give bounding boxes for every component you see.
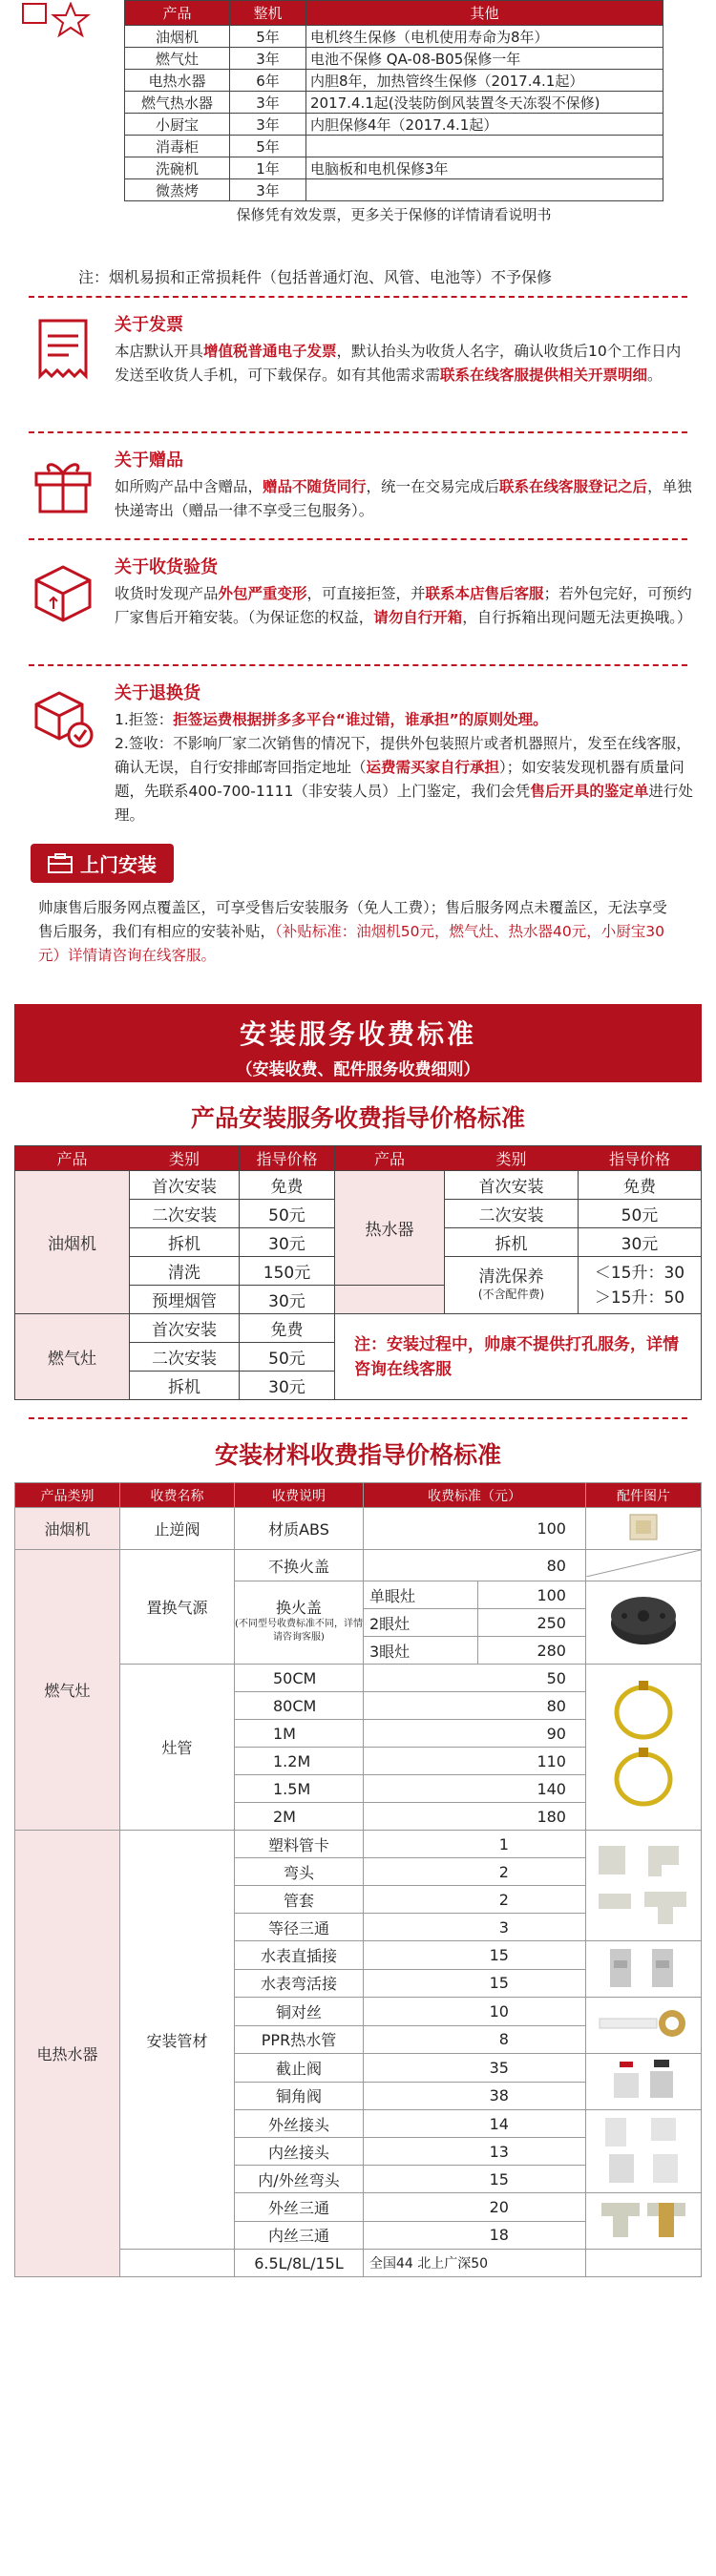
table-cell: 拆机 — [130, 1228, 240, 1257]
text: 联系本店售后客服 — [425, 585, 544, 602]
table-cell: 18 — [364, 2221, 586, 2250]
returns-title: 关于退换货 — [115, 683, 200, 703]
warranty-footnote: 注：烟机易损和正常损耗件（包括普通灯泡、风管、电池等）不予保修 — [78, 268, 553, 286]
table-cell: 30元 — [240, 1228, 335, 1257]
table-cell: 油烟机 — [15, 1508, 120, 1550]
table-cell: 3年 — [230, 92, 306, 114]
table-cell: 等径三通 — [235, 1914, 364, 1941]
text: 本店默认开具 — [115, 343, 204, 360]
text: 帅康售后服务网点覆盖区，可享受售后安装服务（免人工费）；售后服务网点未覆盖区，无法享受售后服务，我们有相应的安装补贴， — [38, 899, 667, 940]
col-header: 配件图片 — [585, 1483, 701, 1508]
table-cell — [585, 1831, 701, 1941]
price-note: 注：安装过程中，帅康不提供打孔服务，详情咨询在线客服 — [335, 1314, 702, 1400]
table-cell: 140 — [364, 1775, 586, 1803]
text: ）；如安装发现机器有质量问题，先联系400-700-1111（非安装人员）上门鉴定，我们会凭 — [115, 759, 684, 800]
table-cell: 14 — [364, 2110, 586, 2138]
install-text — [0, 883, 716, 977]
table-row — [15, 1831, 702, 1858]
table-cell: 电池不保修 QA-08-B05保修一年 — [306, 48, 663, 70]
table-row — [125, 26, 663, 48]
col-header: 收费名称 — [120, 1483, 235, 1508]
table-cell: 外丝接头 — [235, 2110, 364, 2138]
table-cell: 1年 — [230, 157, 306, 179]
table-cell: 单眼灶 — [364, 1581, 478, 1609]
table-cell: 水表弯活接 — [235, 1969, 364, 1998]
material-price-table — [14, 1482, 702, 2277]
table-cell: 外丝三通 — [235, 2193, 364, 2222]
gift-text — [115, 475, 695, 523]
table-row — [125, 48, 663, 70]
install-badge — [31, 844, 174, 883]
table-cell: 内胆8年，加热管终生保修（2017.4.1起） — [306, 70, 663, 92]
table-cell: 110 — [364, 1748, 586, 1775]
table-cell: 免费 — [240, 1314, 335, 1343]
table-cell: 安装管材 — [120, 1831, 235, 2250]
table-cell — [585, 2250, 701, 2277]
table-cell: 弯头 — [235, 1858, 364, 1886]
table-cell: 13 — [364, 2138, 586, 2166]
invoice-section — [0, 298, 716, 431]
warranty-section — [0, 0, 716, 286]
product-heater: 热水器 — [335, 1171, 445, 1286]
table-cell: 消毒柜 — [125, 136, 230, 157]
table-cell: 35 — [364, 2054, 586, 2083]
table-cell: 20 — [364, 2193, 586, 2222]
table-row — [125, 136, 663, 157]
text: （补贴标准：油烟机50元，燃气灶、热水器40元，小厨宝30元）详情请咨询在线客服。 — [38, 923, 664, 964]
text: 请勿自行开箱 — [373, 609, 463, 626]
text: 如所购产品中含赠品， — [115, 478, 263, 495]
text: 2.签收：不影响厂家二次销售的情况下，提供外包装照片或者机器照片，发至在线客服，确认无误，自行安排邮寄回指定地址（ — [115, 735, 691, 776]
table-cell: 50元 — [240, 1200, 335, 1228]
table-cell: 30元 — [240, 1286, 335, 1314]
water-meter-joint-image — [600, 1941, 686, 1993]
warranty-icon — [21, 2, 97, 40]
table-cell: 1.5M — [235, 1775, 364, 1803]
text: ，默认抬头为收货人名字，确认收货后10个工作日内发送至收货人手机，可下载保存。如有其他需求需 — [115, 343, 682, 384]
text: 赠品不随货同行 — [263, 478, 367, 495]
table-row — [125, 1, 663, 26]
table-cell: 灶管 — [120, 1665, 235, 1831]
text: 外包严重变形 — [218, 585, 307, 602]
package-icon — [31, 559, 95, 624]
invoice-title: 关于发票 — [115, 315, 183, 335]
table-cell — [585, 2110, 701, 2193]
table-cell: 2 — [364, 1886, 586, 1914]
table-row — [15, 1508, 702, 1550]
text: 。 — [647, 367, 663, 384]
text: ，可直接拒签，并 — [306, 585, 426, 602]
table-row — [125, 201, 663, 228]
text: 增值税普通电子发票 — [203, 343, 337, 360]
table-cell — [585, 1508, 701, 1550]
table-cell: 50CM — [235, 1665, 364, 1692]
return-box-icon — [31, 685, 95, 750]
table-cell: 3 — [364, 1914, 586, 1941]
text: 换火盖 — [275, 1598, 322, 1617]
table-cell — [585, 1550, 701, 1581]
table-cell: 截止阀 — [235, 2054, 364, 2083]
table-cell: 15 — [364, 1941, 586, 1970]
table-cell — [585, 2054, 701, 2110]
table-cell: 180 — [364, 1803, 586, 1831]
table-cell — [235, 1581, 364, 1665]
text: ，单独快递寄出（赠品一律不享受三包服务）。 — [115, 478, 692, 519]
table-cell: 首次安装 — [130, 1314, 240, 1343]
col-header: 产品 — [335, 1146, 445, 1171]
table-row — [15, 1171, 702, 1200]
threaded-joint-image — [596, 2110, 691, 2189]
table-cell: 2017.4.1起(没装防倒风装置冬天冻裂不保修) — [306, 92, 663, 114]
table-cell: 全国44 北上广深50 — [364, 2250, 586, 2277]
col-header: 类别 — [445, 1146, 579, 1171]
table-cell: 内胆保修4年（2017.4.1起） — [306, 114, 663, 136]
install-icon — [48, 853, 73, 874]
text: ；若外包完好，可预约厂家售后开箱安装。（为保证您的权益， — [115, 585, 692, 626]
table-cell: 2眼灶 — [364, 1609, 478, 1637]
col-header: 指导价格 — [240, 1146, 335, 1171]
table-cell — [306, 179, 663, 201]
invoice-text — [115, 340, 695, 387]
col-header: 其他 — [306, 1, 663, 26]
table-cell: 二次安装 — [130, 1200, 240, 1228]
col-header: 指导价格 — [579, 1146, 702, 1171]
install-price-table — [14, 1145, 702, 1400]
table-cell: 内/外丝弯头 — [235, 2166, 364, 2193]
table-cell — [585, 1665, 701, 1831]
gas-hose-image — [600, 1669, 686, 1822]
returns-text — [115, 708, 695, 827]
table-cell: 首次安装 — [130, 1171, 240, 1200]
table-cell: 燃气灶 — [125, 48, 230, 70]
table-cell: 100 — [477, 1581, 585, 1609]
table-cell: 电热水器 — [15, 1831, 120, 2277]
table-cell: 50元 — [579, 1200, 702, 1228]
table-cell: 内丝三通 — [235, 2221, 364, 2250]
text: (不同型号收费标准不同，详情请咨询客服) — [235, 1618, 363, 1643]
table-cell: 2 — [364, 1858, 586, 1886]
table-cell: 3眼灶 — [364, 1637, 478, 1665]
pipe-fittings-image — [591, 1836, 696, 1932]
table-cell — [585, 1998, 701, 2054]
text: ＜15升：30 — [594, 1263, 685, 1283]
table-row — [15, 1550, 702, 1581]
table-cell — [585, 1941, 701, 1998]
table-cell: 6年 — [230, 70, 306, 92]
warranty-table — [124, 0, 663, 228]
table-cell: 管套 — [235, 1886, 364, 1914]
table-row — [15, 1314, 702, 1343]
table-cell: 280 — [477, 1637, 585, 1665]
table-cell: 2M — [235, 1803, 364, 1831]
text: ，自行拆箱出现问题无法更换哦。） — [462, 609, 692, 626]
receipt-text — [115, 582, 695, 630]
valve-image — [600, 2054, 686, 2105]
table-cell: 电脑板和电机保修3年 — [306, 157, 663, 179]
table-cell: 水表直插接 — [235, 1941, 364, 1970]
price-table-title: 产品安装服务收费指导价格标准 — [190, 1104, 525, 1132]
banner-subtitle: （安装收费、配件服务收费细则） — [236, 1060, 480, 1079]
table-cell: 38 — [364, 2082, 586, 2110]
table-cell: 5年 — [230, 136, 306, 157]
table-cell: PPR热水管 — [235, 2025, 364, 2054]
text: 运费需买家自行承担 — [366, 759, 500, 776]
burner-cap-image — [605, 1587, 682, 1654]
table-cell: 30元 — [579, 1228, 702, 1257]
product-hood: 油烟机 — [15, 1171, 130, 1314]
col-header: 产品类别 — [15, 1483, 120, 1508]
table-cell — [579, 1257, 702, 1314]
table-cell: 燃气热水器 — [125, 92, 230, 114]
table-cell: 5年 — [230, 26, 306, 48]
table-cell: 6.5L/8L/15L — [235, 2250, 364, 2277]
text: ，统一在交易完成后 — [366, 478, 500, 495]
receipt-icon — [31, 317, 95, 382]
col-header: 收费标准（元） — [364, 1483, 586, 1508]
table-cell: 3年 — [230, 48, 306, 70]
gift-icon — [31, 452, 95, 517]
table-cell: 拆机 — [445, 1228, 579, 1257]
table-cell: 预埋烟管 — [130, 1286, 240, 1314]
divider — [29, 1417, 687, 1419]
col-header: 产品 — [125, 1, 230, 26]
table-cell: 15 — [364, 1969, 586, 1998]
table-cell: 150元 — [240, 1257, 335, 1286]
gift-section — [0, 433, 716, 538]
table-cell: 电热水器 — [125, 70, 230, 92]
table-row — [125, 92, 663, 114]
table-row — [125, 70, 663, 92]
text: (不含配件费) — [477, 1287, 545, 1301]
col-header: 类别 — [130, 1146, 240, 1171]
table-cell: 1.2M — [235, 1748, 364, 1775]
table-cell: 250 — [477, 1609, 585, 1637]
table-cell: 100 — [364, 1508, 586, 1550]
table-cell: 油烟机 — [125, 26, 230, 48]
table-cell: 清洗 — [130, 1257, 240, 1286]
table-cell: 10 — [364, 1998, 586, 2026]
table-cell: 微蒸烤 — [125, 179, 230, 201]
table-cell: 置换气源 — [120, 1550, 235, 1665]
brass-pipe-image — [596, 1998, 691, 2049]
table-cell: 1 — [364, 1831, 586, 1858]
text: ＞15升：50 — [594, 1288, 685, 1308]
table-cell: 二次安装 — [130, 1343, 240, 1372]
banner-title: 安装服务收费标准 — [239, 1018, 476, 1050]
col-header: 收费说明 — [235, 1483, 364, 1508]
table-cell: 1M — [235, 1720, 364, 1748]
table-cell: 8 — [364, 2025, 586, 2054]
table-cell: 90 — [364, 1720, 586, 1748]
table-cell: 80 — [364, 1550, 586, 1581]
product-stove: 燃气灶 — [15, 1314, 130, 1400]
table-cell: 铜对丝 — [235, 1998, 364, 2026]
table-cell: 首次安装 — [445, 1171, 579, 1200]
receipt-section — [0, 540, 716, 664]
check-valve-image — [624, 1511, 663, 1543]
table-cell: 燃气灶 — [15, 1550, 120, 1831]
col-header: 产品 — [15, 1146, 130, 1171]
table-cell: 小厨宝 — [125, 114, 230, 136]
material-table-title: 安装材料收费指导价格标准 — [214, 1441, 501, 1469]
table-cell: 3年 — [230, 114, 306, 136]
table-cell: 洗碗机 — [125, 157, 230, 179]
table-cell — [585, 2193, 701, 2250]
table-cell: 免费 — [579, 1171, 702, 1200]
table-cell: 电机终生保修（电机使用寿命为8年） — [306, 26, 663, 48]
text: 1.拒签： — [115, 711, 174, 728]
table-cell: 15 — [364, 2166, 586, 2193]
install-title: 上门安装 — [80, 853, 157, 876]
tee-fitting-image — [596, 2193, 691, 2245]
table-cell: 30元 — [240, 1372, 335, 1400]
table-row — [125, 179, 663, 201]
table-cell: 不换火盖 — [235, 1550, 364, 1581]
text: 收货时发现产品 — [115, 585, 219, 602]
table-cell: 3年 — [230, 179, 306, 201]
table-cell: 塑料管卡 — [235, 1831, 364, 1858]
table-cell — [335, 1286, 445, 1314]
text: 拒签运费根据拼多多平台“谁过错，谁承担”的原则处理。 — [173, 711, 548, 728]
table-row — [15, 1483, 702, 1508]
table-cell — [585, 1581, 701, 1665]
text: 售后开具的鉴定单 — [530, 783, 649, 800]
fee-banner — [14, 1004, 702, 1082]
table-row — [125, 157, 663, 179]
table-cell: 二次安装 — [445, 1200, 579, 1228]
table-cell — [306, 136, 663, 157]
table-cell: 50 — [364, 1665, 586, 1692]
table-cell — [120, 2250, 235, 2277]
table-cell: 材质ABS — [235, 1508, 364, 1550]
text: 清洗保养 — [478, 1267, 544, 1287]
table-cell: 免费 — [240, 1171, 335, 1200]
table-cell: 拆机 — [130, 1372, 240, 1400]
col-header: 整机 — [230, 1, 306, 26]
text: 联系在线客服提供相关开票明细 — [440, 367, 648, 384]
table-cell: 80 — [364, 1692, 586, 1720]
text: 联系在线客服登记之后 — [499, 478, 648, 495]
table-cell: 止逆阀 — [120, 1508, 235, 1550]
table-cell: 80CM — [235, 1692, 364, 1720]
diagonal-line — [586, 1550, 701, 1577]
table-cell: 铜角阀 — [235, 2082, 364, 2110]
warranty-note: 保修凭有效发票，更多关于保修的详情请看说明书 — [236, 206, 552, 224]
gift-title: 关于赠品 — [115, 450, 183, 471]
returns-section — [0, 666, 716, 830]
table-cell — [445, 1257, 579, 1314]
receipt-title: 关于收货验货 — [115, 557, 218, 577]
table-row — [15, 1146, 702, 1171]
table-cell: 50元 — [240, 1343, 335, 1372]
text: 进行处理。 — [115, 783, 693, 824]
table-row — [125, 114, 663, 136]
table-cell: 内丝接头 — [235, 2138, 364, 2166]
